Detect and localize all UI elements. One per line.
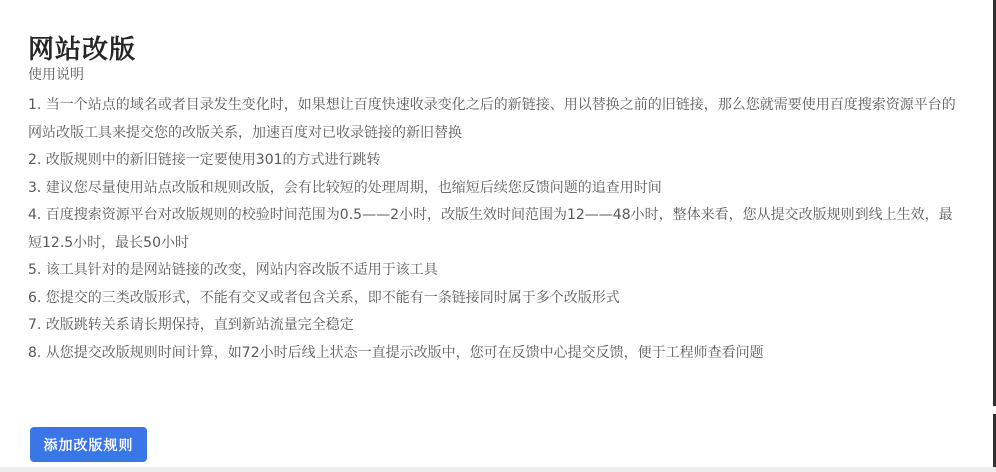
instruction-list xyxy=(28,92,966,367)
instruction-item-3: 3. 建议您尽量使用站点改版和规则改版，会有比较短的处理周期，也缩短后续您反馈问题的追查用时间 xyxy=(28,179,662,196)
usage-instructions-heading: 使用说明 xyxy=(28,67,84,83)
instruction-item-6: 6. 您提交的三类改版形式，不能有交叉或者包含关系，即不能有一条链接同时属于多个改版形式 xyxy=(28,289,620,306)
instruction-item-7: 7. 改版跳转关系请长期保持，直到新站流量完全稳定 xyxy=(28,317,354,333)
instruction-item-4: 4. 百度搜索资源平台对改版规则的校验时间范围为0.5——2小时，改版生效时间范围为12——48小时，整体来看，您从提交改版规则到线上生效，最短12.5小时，最长50小时 xyxy=(28,207,953,251)
instruction-item-2: 2. 改版规则中的新旧链接一定要使用301的方式进行跳转 xyxy=(28,152,381,168)
instruction-item-5: 5. 该工具针对的是网站链接的改变，网站内容改版不适用于该工具 xyxy=(28,262,438,278)
bottom-edge-strip xyxy=(0,467,996,472)
page-title: 网站改版 xyxy=(28,35,137,66)
instruction-item-1: 1. 当一个站点的域名或者目录发生变化时，如果想让百度快速收录变化之后的新链接、用以替换之前的旧链接，那么您就需要使用百度搜索资源平台的网站改版工具来提交您的改版关系，加速百度对已收录链接的新旧替换 xyxy=(28,97,956,141)
instruction-item-8: 8. 从您提交改版规则时间计算，如72小时后线上状态一直提示改版中，您可在反馈中心提交反馈，便于工程师查看问题 xyxy=(28,344,764,361)
add-revision-rule-button[interactable]: 添加改版规则 xyxy=(30,427,147,462)
